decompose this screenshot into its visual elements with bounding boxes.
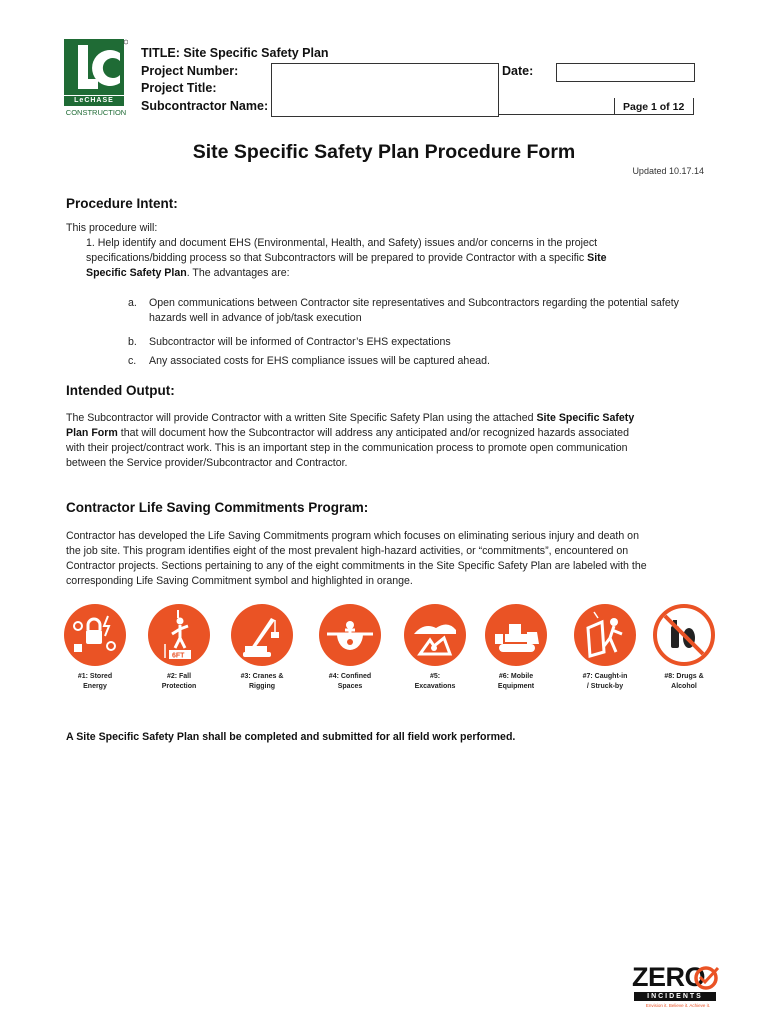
zero-incidents-logo [632,963,724,1013]
checkmark-icon [694,965,720,991]
subcontractor-name-label: Subcontractor Name: [141,99,269,113]
drugs-alcohol-icon [653,604,715,666]
icon-caption: #1: Stored Energy [77,673,113,690]
caught-in-icon [574,604,636,666]
procedure-item-1-line-3: Specific Safety Plan. The advantages are: [86,267,290,279]
crane-icon [231,604,293,666]
commitment-icons-row [0,600,768,700]
program-line: corresponding Life Saving Commitment symbol and highlighted in orange. [66,575,413,587]
project-info-field[interactable] [271,63,499,117]
divider [498,63,499,81]
icon-caption: #6: Mobile Equipment [497,673,535,690]
svg-text:6FT: 6FT [172,652,185,660]
zero-logo-sub: INCIDENTS [634,992,716,1001]
program-line: Contractor has developed the Life Saving Commitments program which focuses on eliminating serious injury and death on [66,530,639,542]
document-title: Site Specific Safety Plan Procedure Form [192,141,576,163]
divider [614,98,615,115]
date-field[interactable] [556,63,695,82]
intended-output-line: The Subcontractor will provide Contractor with a written Site Specific Safety Plan using the attached Site Specific Safety [66,412,635,424]
logo-name: LeCHASE [64,96,124,106]
procedure-intent-heading: Procedure Intent: [66,196,178,211]
page-number: Page 1 of 12 [623,101,685,113]
date-label: Date: [502,64,534,78]
icon-caption: #2: Fall Protection [161,673,197,690]
zero-logo-main: ZERO [632,962,706,992]
form-title: TITLE: Site Specific Safety Plan [141,46,329,60]
procedure-item-1-line-1: 1. Help identify and document EHS (Environmental, Health, and Safety) issues and/or concerns in the project [86,237,598,249]
program-heading: Contractor Life Saving Commitments Program: [66,500,369,515]
stored-energy-icon [64,604,126,666]
intended-output-line: Plan Form that will document how the Subcontractor will address any anticipated and/or recognized hazards associated [66,427,629,439]
project-title-label: Project Title: [141,81,217,95]
mobile-equipment-icon [485,604,547,666]
intended-output-line: between the Service provider/Subcontractor and Contractor. [66,457,348,469]
confined-space-icon [319,604,381,666]
intended-output-line: with their project/contract work. This is an important step in the communication process to promote open communication [66,442,628,454]
procedure-intro: This procedure will: [66,222,158,234]
icon-caption: #3: Cranes & Rigging [240,673,284,690]
requirement-statement: A Site Specific Safety Plan shall be completed and submitted for all field work performed. [66,731,516,743]
project-number-label: Project Number: [141,64,239,78]
divider [693,98,694,115]
program-line: Contractor projects. Sections pertaining to any of the eight commitments in the Site Specific Safety Plan are labeled with the [66,560,647,572]
zero-logo-tagline: Envision it. Believe it. Achieve it. [645,1003,711,1008]
procedure-item-1-line-2: specifications/bidding process so that Subcontractors will be prepared to provide Contractor with a specific Site [86,252,607,264]
icon-caption: #5: Excavations [414,673,456,690]
icon-caption: #7: Caught-in / Struck-by [582,673,628,690]
intended-output-heading: Intended Output: [66,383,175,398]
logo-subtitle: CONSTRUCTION [65,108,127,117]
excavation-icon [404,604,466,666]
company-logo [64,39,128,119]
fall-protection-icon [148,604,210,666]
program-line: the job site. This program identifies eight of the most prevalent high-hazard activities, or “commitments”, encountered on [66,545,629,557]
divider [498,114,694,115]
updated-date: Updated 10.17.14 [632,166,704,176]
icon-caption: #8: Drugs & Alcohol [664,673,704,690]
icon-caption: #4: Confined Spaces [328,673,372,690]
